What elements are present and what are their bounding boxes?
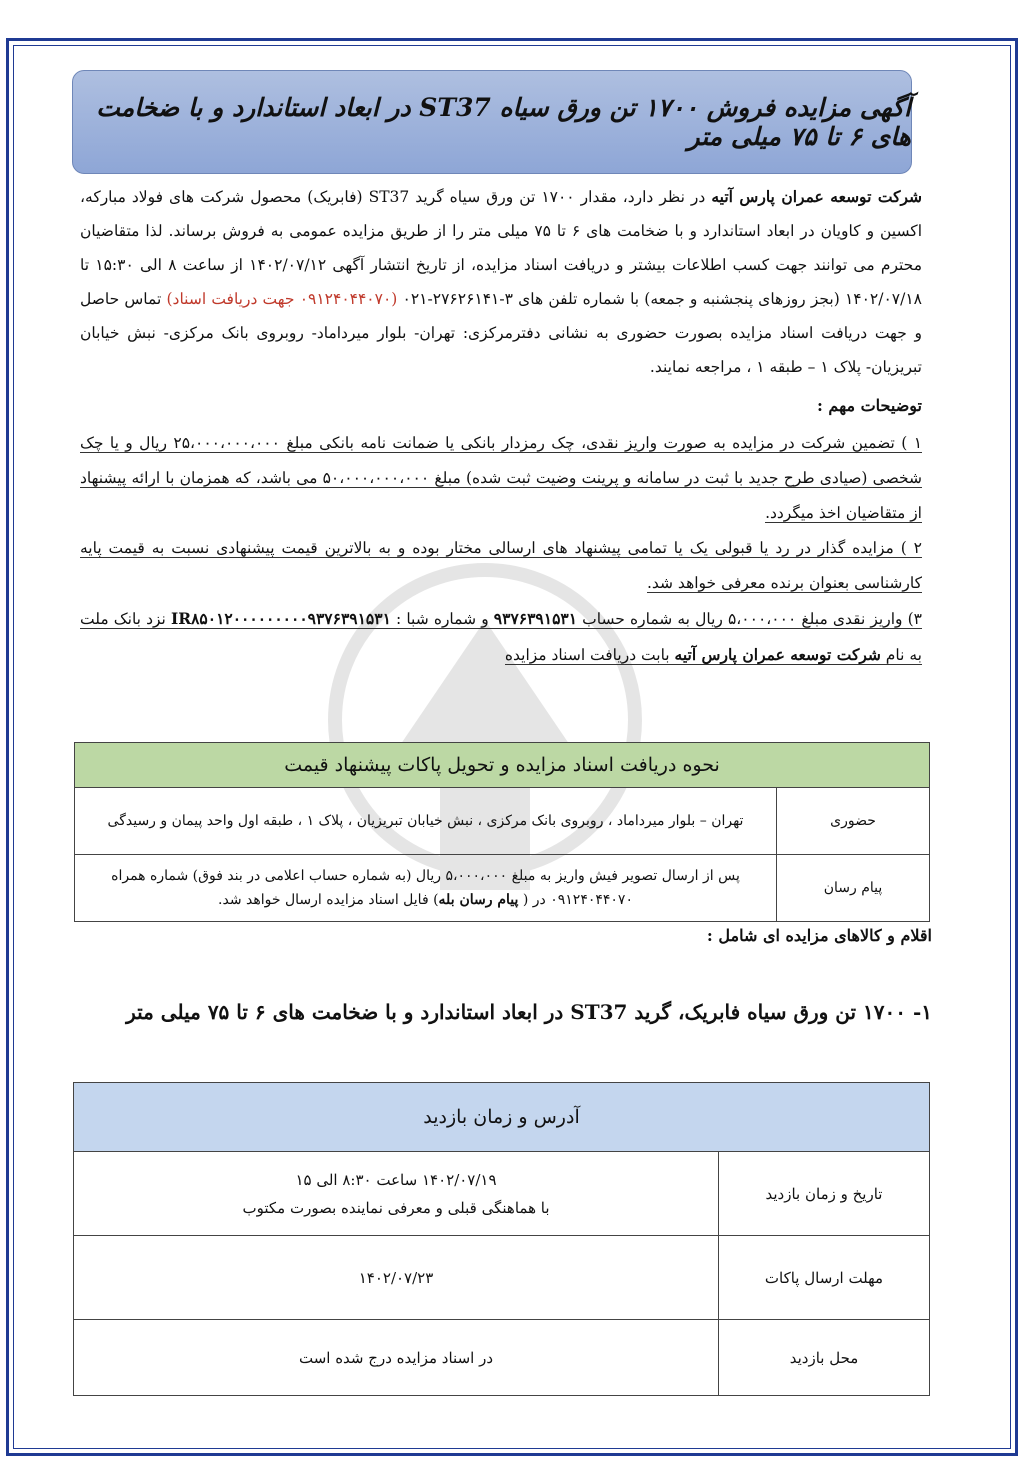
items-title: اقلام و کالاهای مزایده ای شامل : bbox=[706, 926, 932, 945]
delivery-table-header: نحوه دریافت اسناد مزایده و تحویل پاکات پیشنهاد قیمت bbox=[75, 743, 930, 788]
visit-table bbox=[73, 1082, 930, 1396]
table-row bbox=[74, 1320, 930, 1396]
delivery-row2-label: پیام رسان bbox=[777, 855, 930, 922]
note-2: ۲ ) مزایده گذار در رد یا قبولی یک یا تمامی پیشنهاد های ارسالی مختار بوده و به بالاترین قیمت پیشنهادی نسبت به قیمت پایه کارشناسی بعنوان برنده معرفی خواهد شد. bbox=[80, 539, 922, 592]
visit-row2-label: مهلت ارسال پاکات bbox=[719, 1236, 930, 1320]
visit-table-header: آدرس و زمان بازدید bbox=[74, 1083, 930, 1152]
delivery-table bbox=[74, 742, 930, 922]
visit-row3-label: محل بازدید bbox=[719, 1320, 930, 1396]
visit-row3-value: در اسناد مزایده درج شده است bbox=[74, 1320, 719, 1396]
visit-row1-value bbox=[74, 1152, 719, 1236]
note-1: ۱ ) تضمین شرکت در مزایده به صورت واریز نقدی، چک رمزدار بانکی یا ضمانت نامه بانکی مبلغ ۲۵،۰۰۰،۰۰۰،۰۰۰ ریال و یا چک شخصی (صیادی طرح جدید با ثبت در سامانه و پرینت وضیت ثبت شده) مبلغ ۵۰،۰۰۰،۰۰۰،۰۰۰ می باشد، که همزمان با ارائه پیشنهاد از متقاضیان اخذ میگردد. bbox=[80, 434, 923, 522]
intro-text-1: در نظر دارد، مقدار ۱۷۰۰ تن ورق سیاه گرید ST37 (فابریک) محصول شرکت های فولاد مبارکه، اکسین و کاویان در ابعاد استاندارد و با ضخامت های ۶ تا ۷۵ میلی متر را از طریق مزایده عمومی به فروش برساند. لذا متقاضیان محترم می توانند جهت کسب اطلاعات بیشتر و دریافت اسناد مزایده، از تاریخ انتشار آگهی ۱۴۰۲/۰۷/۱۲ از ساعت ۸ الی ۱۵:۳۰ تا ۱۴۰۲/۰۷/۱۸ (بجز روزهای پنجشنبه و جمعه) با شماره تلفن های ۳-۲۷۶۲۶۱۴۱-۰۲۱ bbox=[80, 188, 922, 308]
table-row bbox=[75, 788, 930, 855]
table-row bbox=[75, 855, 930, 922]
visit-row2-value: ۱۴۰۲/۰۷/۲۳ bbox=[74, 1236, 719, 1320]
delivery-row2-text-a: پس از ارسال تصویر فیش واریز به مبلغ ۵،۰۰۰،۰۰۰ ریال (به شماره حساب اعلامی در بند فوق) شماره همراه ۰۹۱۲۴۰۴۴۰۷۰ در ( bbox=[111, 868, 740, 908]
intro-text-2: تماس حاصل و جهت دریافت اسناد مزایده بصورت حضوری به نشانی دفترمرکزی: تهران- بلوار میرداماد- روبروی بانک مرکزی- نبش خیابان تبریزیان- پلاک ۱ – طبقه ۱ ، مراجعه نمایند. bbox=[80, 290, 922, 376]
note-3-c: نزد بانک ملت به نام bbox=[80, 610, 922, 664]
note-3-a: ۳) واریز نقدی مبلغ ۵،۰۰۰،۰۰۰ ریال به شماره حساب bbox=[577, 610, 922, 628]
table-row bbox=[74, 1152, 930, 1236]
visit-date-time: ۱۴۰۲/۰۷/۱۹ ساعت ۸:۳۰ الی ۱۵ bbox=[295, 1170, 497, 1189]
banner-title: آگهی مزایده فروش ۱۷۰۰ تن ورق سیاه ST37 در ابعاد استاندارد و با ضخامت های ۶ تا ۷۵ میلی متر bbox=[96, 93, 911, 151]
title-banner bbox=[72, 70, 912, 174]
visit-coordination: با هماهنگی قبلی و معرفی نماینده بصورت مکتوب bbox=[242, 1198, 550, 1217]
note-3-b: و شماره شبا : bbox=[390, 610, 494, 628]
note-3-company: شرکت توسعه عمران پارس آتیه bbox=[674, 645, 881, 664]
note-3-d: بابت دریافت اسناد مزایده bbox=[504, 646, 675, 664]
visit-row1-label: تاریخ و زمان بازدید bbox=[719, 1152, 930, 1236]
table-row bbox=[74, 1236, 930, 1320]
delivery-row2-text-b: ) فایل اسناد مزایده ارسال خواهد شد. bbox=[218, 892, 439, 908]
company-name: شرکت توسعه عمران پارس آتیه bbox=[711, 187, 922, 206]
delivery-row1-label: حضوری bbox=[777, 788, 930, 855]
documents-phone: (۰۹۱۲۴۰۴۴۰۷۰ جهت دریافت اسناد) bbox=[166, 290, 398, 308]
note-3-sheba: IR۸۵۰۱۲۰۰۰۰۰۰۰۰۰۹۳۷۶۳۹۱۵۳۱ bbox=[170, 609, 391, 628]
notes-title: توضیحات مهم : bbox=[816, 396, 922, 415]
delivery-row2-messenger: پیام رسان بله bbox=[438, 892, 519, 908]
note-3-account: ۹۳۷۶۳۹۱۵۳۱ bbox=[493, 609, 578, 628]
note-3 bbox=[80, 610, 922, 665]
item-1: ۱- ۱۷۰۰ تن ورق سیاه فابریک، گرید ST37 در ابعاد استاندارد و با ضخامت های ۶ تا ۷۵ میلی متر bbox=[126, 1000, 932, 1024]
notes-list bbox=[80, 426, 922, 673]
intro-paragraph bbox=[80, 180, 922, 384]
delivery-row1-value: تهران – بلوار میرداماد ، روبروی بانک مرکزی ، نبش خیابان تبریزیان ، پلاک ۱ ، طبقه اول واحد پیمان و رسیدگی bbox=[75, 788, 777, 855]
delivery-row2-value bbox=[75, 855, 777, 922]
